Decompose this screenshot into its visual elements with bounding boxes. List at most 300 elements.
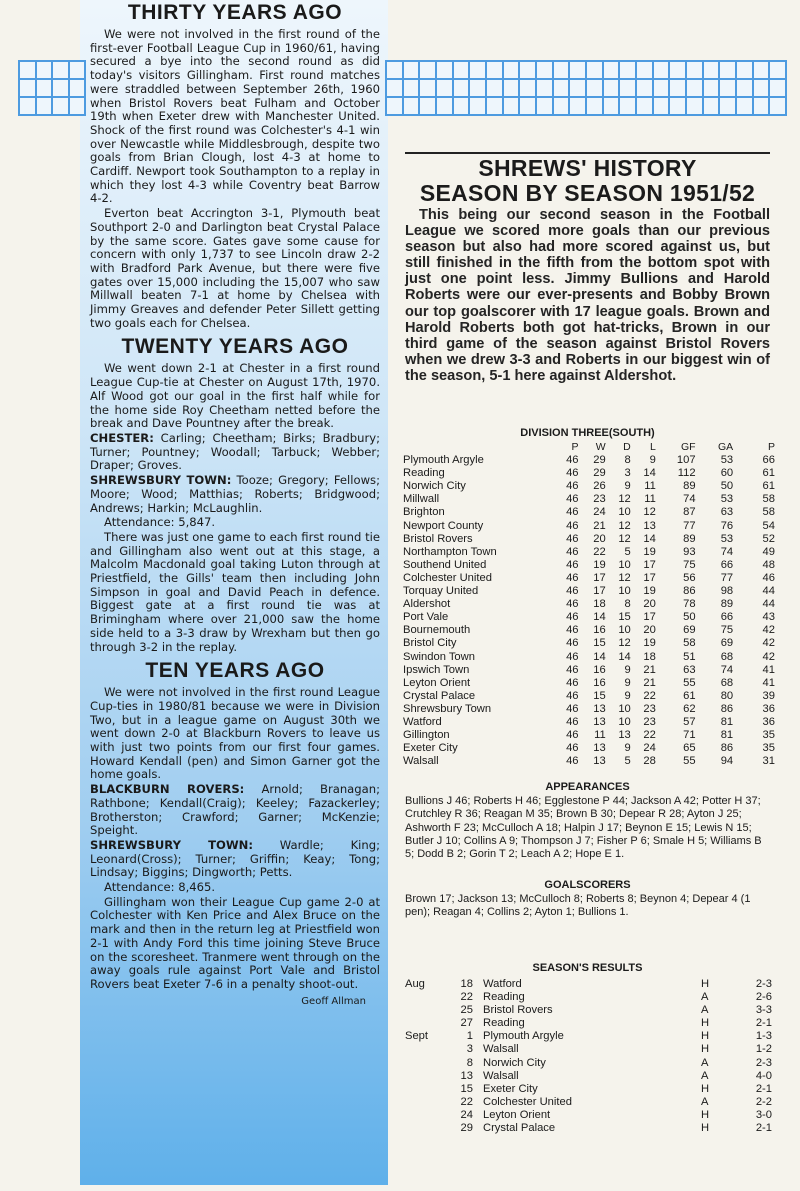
- result-day: 24: [460, 1108, 473, 1121]
- league-table-header-row: [403, 441, 775, 454]
- result-row: [405, 978, 772, 991]
- team-name: Colchester United: [403, 571, 492, 584]
- table-row: [403, 729, 775, 742]
- stat-cell: 19: [643, 637, 656, 650]
- stat-cell: 46: [566, 729, 579, 742]
- table-row: [403, 651, 775, 664]
- stat-cell: 86: [720, 702, 734, 715]
- stat-cell: 10: [618, 702, 631, 715]
- stat-cell: 46: [566, 650, 579, 663]
- table-row: [403, 585, 775, 598]
- stat-cell: 19: [593, 558, 606, 571]
- stat-cell: 36: [762, 715, 775, 728]
- team-name: Newport County: [403, 519, 484, 532]
- result-opponent: Crystal Palace: [483, 1122, 556, 1135]
- grid-cell: [69, 79, 86, 97]
- grid-cell: [636, 61, 653, 79]
- shrewsbury-lineup-1980: [90, 839, 380, 880]
- result-venue: H: [701, 1017, 710, 1030]
- result-opponent: Bristol Rovers: [483, 1004, 553, 1017]
- stat-cell: 75: [720, 624, 734, 637]
- grid-cell: [386, 61, 403, 79]
- history-title: [405, 156, 770, 206]
- result-venue: H: [701, 1082, 710, 1095]
- stat-cell: 35: [762, 742, 775, 755]
- stat-cell: 78: [683, 598, 696, 611]
- stat-cell: 86: [720, 742, 734, 755]
- grid-cell: [36, 61, 53, 79]
- stat-cell: 46: [566, 467, 579, 480]
- grid-cell: [569, 97, 586, 115]
- ten-years-heading: TEN YEARS AGO: [145, 659, 325, 683]
- team-name: Exeter City: [403, 742, 458, 755]
- result-opponent: Colchester United: [483, 1095, 572, 1108]
- team-name: Bournemouth: [403, 624, 471, 637]
- stat-cell: 86: [683, 585, 696, 598]
- stat-cell: 41: [762, 676, 775, 689]
- grid-cell: [469, 61, 486, 79]
- grid-cell: [36, 79, 53, 97]
- result-venue: A: [701, 1056, 709, 1069]
- stat-cell: 14: [618, 650, 631, 663]
- stat-cell: 29: [593, 454, 606, 467]
- grid-cell: [769, 79, 786, 97]
- result-venue: A: [701, 1069, 709, 1082]
- stat-cell: 22: [643, 689, 656, 702]
- table-row: [403, 533, 775, 546]
- table-row: [403, 520, 775, 533]
- stat-cell: 13: [643, 519, 656, 532]
- stat-cell: 11: [644, 493, 656, 506]
- stat-cell: 22: [643, 729, 656, 742]
- column-header: W: [595, 441, 606, 453]
- grid-cell: [436, 61, 453, 79]
- grid-cell: [519, 97, 536, 115]
- stat-cell: 26: [593, 480, 606, 493]
- stat-cell: 56: [683, 571, 696, 584]
- table-row: [403, 506, 775, 519]
- shrewsbury-label-1980: SHREWSBURY TOWN:: [90, 837, 253, 852]
- stat-cell: 60: [720, 467, 734, 480]
- column-header: D: [623, 441, 631, 453]
- stat-cell: 75: [683, 558, 696, 571]
- stat-cell: 77: [683, 519, 696, 532]
- stat-cell: 5: [624, 755, 631, 768]
- grid-cell: [703, 61, 720, 79]
- result-score: 2-1: [755, 1082, 772, 1095]
- stat-cell: 98: [720, 585, 734, 598]
- stat-cell: 10: [618, 585, 631, 598]
- result-score: 2-3: [755, 1056, 772, 1069]
- team-name: Watford: [403, 715, 442, 728]
- team-name: Torquay United: [403, 585, 479, 598]
- stat-cell: 8: [624, 454, 631, 467]
- stat-cell: 9: [624, 689, 631, 702]
- result-day: 8: [466, 1056, 473, 1069]
- chester-label: CHESTER:: [90, 430, 154, 445]
- table-row: [403, 467, 775, 480]
- stat-cell: 10: [618, 624, 631, 637]
- stat-cell: 80: [720, 689, 734, 702]
- twenty-years-paragraph-1: We went down 2-1 at Chester in a first round League Cup-tie at Chester on August 17th, 1970. Alf Wood got our goal in the first half while for the home side Roy Cheetham netted before the break and Dave Pountney after the break.: [90, 361, 380, 431]
- grid-cell: [719, 97, 736, 115]
- team-name: Shrewsbury Town: [403, 702, 492, 715]
- author-signature: Geoff Allman: [301, 995, 366, 1007]
- blackburn-label: BLACKBURN ROVERS:: [90, 782, 245, 797]
- stat-cell: 50: [683, 611, 696, 624]
- result-row: [405, 1109, 772, 1122]
- team-name: Bristol Rovers: [403, 532, 473, 545]
- stat-cell: 68: [720, 676, 734, 689]
- grid-cell: [19, 79, 36, 97]
- stat-cell: 16: [593, 663, 606, 676]
- stat-cell: 46: [566, 454, 579, 467]
- result-day: 13: [460, 1069, 473, 1082]
- stat-cell: 31: [762, 755, 775, 768]
- stat-cell: 76: [720, 519, 734, 532]
- stat-cell: 11: [594, 729, 606, 742]
- table-row: [403, 664, 775, 677]
- stat-cell: 58: [762, 506, 775, 519]
- stat-cell: 50: [720, 480, 734, 493]
- grid-cell: [636, 79, 653, 97]
- grid-cell: [603, 97, 620, 115]
- grid-cell: [569, 79, 586, 97]
- league-table: [403, 441, 775, 768]
- history-title-line-2: SEASON BY SEASON 1951/52: [419, 180, 756, 206]
- stat-cell: 19: [643, 585, 656, 598]
- table-row: [403, 559, 775, 572]
- shrewsbury-players-1980: Wardle; King; Leonard(Cross); Turner; Griffin; Keay; Tong; Lindsay; Biggins; Dingworth; Petts.: [90, 837, 381, 880]
- stat-cell: 48: [762, 558, 775, 571]
- stat-cell: 46: [566, 493, 579, 506]
- stat-cell: 43: [762, 611, 775, 624]
- result-row: [405, 1096, 772, 1109]
- grid-cell: [703, 97, 720, 115]
- grid-cell: [686, 61, 703, 79]
- decorative-grid-left: [18, 60, 86, 116]
- grid-cell: [619, 97, 636, 115]
- stat-cell: 51: [683, 650, 696, 663]
- stat-cell: 54: [762, 519, 775, 532]
- stat-cell: 63: [720, 506, 734, 519]
- grid-cell: [619, 61, 636, 79]
- table-row: [403, 742, 775, 755]
- chester-lineup: [90, 432, 380, 473]
- grid-cell: [69, 61, 86, 79]
- grid-cell: [553, 97, 570, 115]
- stat-cell: 22: [593, 545, 606, 558]
- result-month: [405, 1109, 453, 1122]
- result-opponent: Leyton Orient: [483, 1108, 551, 1121]
- result-opponent: Plymouth Argyle: [483, 1030, 564, 1043]
- stat-cell: 107: [676, 454, 696, 467]
- stat-cell: 20: [593, 532, 606, 545]
- team-name: Walsall: [403, 755, 439, 768]
- grid-cell: [536, 97, 553, 115]
- result-venue: H: [701, 978, 710, 990]
- stat-cell: 9: [624, 742, 631, 755]
- stat-cell: 10: [618, 715, 631, 728]
- table-row: [403, 493, 775, 506]
- stat-cell: 24: [593, 506, 606, 519]
- grid-cell: [753, 61, 770, 79]
- grid-cell: [436, 97, 453, 115]
- column-header: P: [571, 441, 579, 453]
- stat-cell: 55: [683, 755, 696, 768]
- blackburn-lineup: [90, 783, 380, 838]
- stat-cell: 17: [593, 585, 606, 598]
- result-score: 2-2: [755, 1095, 772, 1108]
- goalscorers-heading: GOALSCORERS: [544, 879, 631, 891]
- stat-cell: 89: [683, 532, 696, 545]
- team-name: Northampton Town: [403, 545, 497, 558]
- ten-years-paragraph-1: We were not involved in the first round League Cup-ties in 1980/81 because we were in Division Two, but in a league game on August 30th we went down 2-0 at Blackburn Rovers to leave us with just two points from our first four games. Howard Kendall (pen) and Simon Garner got the home goals.: [90, 685, 380, 782]
- team-name: Reading: [403, 467, 445, 480]
- result-opponent: Norwich City: [483, 1056, 546, 1069]
- stat-cell: 14: [643, 467, 656, 480]
- table-row: [403, 703, 775, 716]
- grid-cell: [52, 79, 69, 97]
- stat-cell: 21: [643, 676, 656, 689]
- result-row: [405, 1043, 772, 1056]
- stat-cell: 44: [762, 598, 775, 611]
- table-row: [403, 611, 775, 624]
- shrewsbury-lineup-1970: [90, 474, 380, 515]
- stat-cell: 58: [762, 493, 775, 506]
- stat-cell: 39: [762, 689, 775, 702]
- goalscorers-list: Brown 17; Jackson 13; McCulloch 8; Roberts 8; Beynon 4; Depear 4 (1 pen); Reagan 4; Collins 2; Ayton 1; Bullions 1.: [405, 893, 751, 919]
- stat-cell: 46: [566, 637, 579, 650]
- stat-cell: 57: [683, 715, 696, 728]
- stat-cell: 71: [683, 729, 696, 742]
- stat-cell: 21: [593, 519, 606, 532]
- grid-cell: [669, 79, 686, 97]
- grid-cell: [653, 79, 670, 97]
- stat-cell: 12: [618, 532, 631, 545]
- stat-cell: 65: [683, 742, 696, 755]
- stat-cell: 74: [683, 493, 696, 506]
- table-row: [403, 690, 775, 703]
- table-row: [403, 677, 775, 690]
- result-month: [405, 1070, 453, 1083]
- stat-cell: 17: [593, 571, 606, 584]
- grid-cell: [586, 79, 603, 97]
- result-score: 2-3: [755, 978, 772, 990]
- grid-cell: [503, 97, 520, 115]
- team-name: Ipswich Town: [403, 663, 470, 676]
- result-month: [405, 1096, 453, 1109]
- stat-cell: 12: [618, 571, 631, 584]
- stat-cell: 42: [762, 650, 775, 663]
- grid-cell: [736, 79, 753, 97]
- stat-cell: 36: [762, 702, 775, 715]
- stat-cell: 46: [566, 611, 579, 624]
- stat-cell: 74: [720, 663, 734, 676]
- result-day: 18: [460, 978, 473, 990]
- result-day: 22: [460, 1095, 473, 1108]
- stat-cell: 46: [566, 715, 579, 728]
- table-row: [403, 716, 775, 729]
- grid-cell: [703, 79, 720, 97]
- stat-cell: 46: [566, 519, 579, 532]
- grid-cell: [403, 97, 420, 115]
- grid-cell: [486, 97, 503, 115]
- result-score: 2-1: [755, 1017, 772, 1030]
- grid-cell: [52, 61, 69, 79]
- twenty-years-heading: TWENTY YEARS AGO: [121, 335, 349, 359]
- twenty-years-paragraph-2: There was just one game to each first round tie and Gillingham also went out at this stage, a Malcolm Macdonald goal taking Luton through at Priestfield, the Gills' team then including John Simpson in goal and David Peach in defence. Biggest gate at a first round tie was at Brimingham where over 21,000 saw the home side held to a 3-3 draw by Wrexham but then go through 3-2 in the replay.: [90, 529, 380, 654]
- stat-cell: 28: [643, 755, 656, 768]
- stat-cell: 69: [720, 637, 734, 650]
- stat-cell: 46: [566, 755, 579, 768]
- result-venue: H: [701, 1043, 710, 1056]
- team-name: Plymouth Argyle: [403, 454, 484, 467]
- grid-cell: [69, 97, 86, 115]
- stat-cell: 13: [593, 755, 606, 768]
- grid-cell: [769, 97, 786, 115]
- team-name: Southend United: [403, 558, 487, 571]
- stat-cell: 49: [762, 545, 775, 558]
- grid-cell: [519, 61, 536, 79]
- stat-cell: 68: [720, 650, 734, 663]
- grid-cell: [653, 97, 670, 115]
- result-score: 3-3: [755, 1004, 772, 1017]
- team-name: Bristol City: [403, 637, 457, 650]
- stat-cell: 11: [644, 480, 656, 493]
- result-score: 4-0: [755, 1069, 772, 1082]
- grid-cell: [586, 61, 603, 79]
- team-name: Aldershot: [403, 598, 451, 611]
- stat-cell: 3: [624, 467, 631, 480]
- result-day: 29: [460, 1122, 473, 1135]
- grid-cell: [469, 97, 486, 115]
- appearances-list: Bullions J 46; Roberts H 46; Egglestone P 44; Jackson A 42; Potter H 37; Crutchley R 36; Reagan M 35; Brown B 30; Depear R 28; Ayton J 25; Ashworth F 23; McCulloch A 18; Halpin J 17; Beynon E 15; Lewis N 15; Butler J 10; Collins A 9; Thompson J 7; Fisher P 6; Smale H 5; Williams B 5; Dodd B 2; Gorin T 2; Leach A 2; Hope E 1.: [405, 795, 762, 861]
- grid-cell: [736, 61, 753, 79]
- shrewsbury-players-1970: Tooze; Gregory; Fellows; Moore; Wood; Matthias; Roberts; Bridgwood; Andrews; Harkin; McLaughlin.: [90, 473, 380, 515]
- result-row: [405, 1083, 772, 1096]
- result-score: 1-3: [755, 1030, 772, 1043]
- table-row: [403, 572, 775, 585]
- stat-cell: 18: [593, 598, 606, 611]
- grid-cell: [736, 97, 753, 115]
- stat-cell: 81: [720, 715, 734, 728]
- league-table-title: DIVISION THREE(SOUTH): [520, 427, 655, 439]
- stat-cell: 44: [762, 585, 775, 598]
- stat-cell: 46: [566, 624, 579, 637]
- stat-cell: 81: [720, 729, 734, 742]
- stat-cell: 93: [683, 545, 696, 558]
- result-day: 3: [466, 1043, 473, 1056]
- stat-cell: 74: [720, 545, 734, 558]
- stat-cell: 9: [624, 676, 631, 689]
- grid-cell: [469, 79, 486, 97]
- stat-cell: 53: [720, 532, 734, 545]
- column-header: GF: [680, 441, 696, 453]
- attendance-1970: Attendance: 5,847.: [104, 515, 216, 530]
- history-title-line-1: SHREWS' HISTORY: [478, 155, 697, 181]
- result-month: [405, 1083, 453, 1096]
- stat-cell: 14: [593, 611, 606, 624]
- stat-cell: 21: [643, 663, 656, 676]
- table-row: [403, 624, 775, 637]
- result-day: 1: [466, 1030, 473, 1043]
- grid-cell: [519, 79, 536, 97]
- stat-cell: 46: [566, 676, 579, 689]
- team-name: Brighton: [403, 506, 445, 519]
- result-month: [405, 1043, 453, 1056]
- result-row: [405, 991, 772, 1004]
- stat-cell: 55: [683, 676, 696, 689]
- stat-cell: 46: [566, 571, 579, 584]
- stat-cell: 46: [566, 689, 579, 702]
- grid-cell: [386, 79, 403, 97]
- grid-cell: [453, 79, 470, 97]
- grid-cell: [636, 97, 653, 115]
- stat-cell: 52: [762, 532, 775, 545]
- stat-cell: 15: [593, 637, 606, 650]
- chester-players: Carling; Cheetham; Birks; Bradbury; Turner; Pountney; Woodall; Tarbuck; Webber; Draper; Groves.: [90, 430, 381, 473]
- stat-cell: 77: [720, 571, 734, 584]
- team-name: Port Vale: [403, 611, 449, 624]
- grid-cell: [686, 97, 703, 115]
- header-team: [403, 441, 547, 454]
- stat-cell: 13: [593, 715, 606, 728]
- blackburn-players: Arnold; Branagan; Rathbone; Kendall(Craig); Keeley; Fazackerley; Brotherston; Crawford; Garner; McKenzie; Speight.: [90, 782, 380, 838]
- result-month: [405, 1057, 453, 1070]
- grid-cell: [536, 79, 553, 97]
- grid-cell: [586, 97, 603, 115]
- stat-cell: 17: [643, 558, 656, 571]
- column-header: L: [650, 441, 656, 453]
- stat-cell: 46: [566, 742, 579, 755]
- stat-cell: 46: [566, 585, 579, 598]
- result-month: Aug: [405, 978, 425, 990]
- stat-cell: 42: [762, 624, 775, 637]
- stat-cell: 15: [593, 689, 606, 702]
- stat-cell: 10: [618, 506, 631, 519]
- team-name: Leyton Orient: [403, 676, 471, 689]
- stat-cell: 66: [720, 558, 734, 571]
- history-body: This being our second season in the Football League we scored more goals than our previous season but also had more scored against us, but still finished in the fifth from the bottom spot with just one point less. Jimmy Bullions and Harold Roberts were our ever-presents and Bobby Brown our top goalscorer with 17 league goals. Brown and Harold Roberts both got hat-tricks, Brown in our third game of the season against Bristol Rovers when we drew 3-3 and Roberts in our biggest win of the season, 5-1 here against Aldershot.: [405, 207, 770, 384]
- team-name: Gillington: [403, 729, 450, 742]
- table-row: [403, 480, 775, 493]
- table-row: [403, 454, 775, 467]
- stat-cell: 17: [643, 611, 656, 624]
- table-row: [403, 546, 775, 559]
- grid-cell: [553, 79, 570, 97]
- result-opponent: Walsall: [483, 1069, 519, 1082]
- stat-cell: 9: [649, 454, 656, 467]
- stat-cell: 89: [720, 598, 734, 611]
- team-name: Crystal Palace: [403, 689, 476, 702]
- stat-cell: 12: [643, 506, 656, 519]
- team-name: Swindon Town: [403, 650, 475, 663]
- result-day: 22: [460, 991, 473, 1004]
- ten-years-paragraph-2: Gillingham won their League Cup game 2-0 at Colchester with Ken Price and Alex Bruce on the mark and then in the return leg at Priestfield won 2-1 with Andy Ford this time joining Steve Bruce on the scoresheet. Tranmere went through on the away goals rule against Port Vale and Bristol Rovers beat Exeter 7-6 in a penalty shoot-out.: [90, 894, 380, 991]
- result-venue: H: [701, 1108, 710, 1121]
- stat-cell: 63: [683, 663, 696, 676]
- stat-cell: 112: [677, 467, 696, 480]
- stat-cell: 23: [643, 702, 656, 715]
- grid-cell: [486, 79, 503, 97]
- result-venue: H: [701, 1122, 710, 1135]
- grid-cell: [753, 79, 770, 97]
- stat-cell: 16: [593, 624, 606, 637]
- grid-cell: [436, 79, 453, 97]
- grid-cell: [403, 79, 420, 97]
- result-venue: A: [701, 1095, 709, 1108]
